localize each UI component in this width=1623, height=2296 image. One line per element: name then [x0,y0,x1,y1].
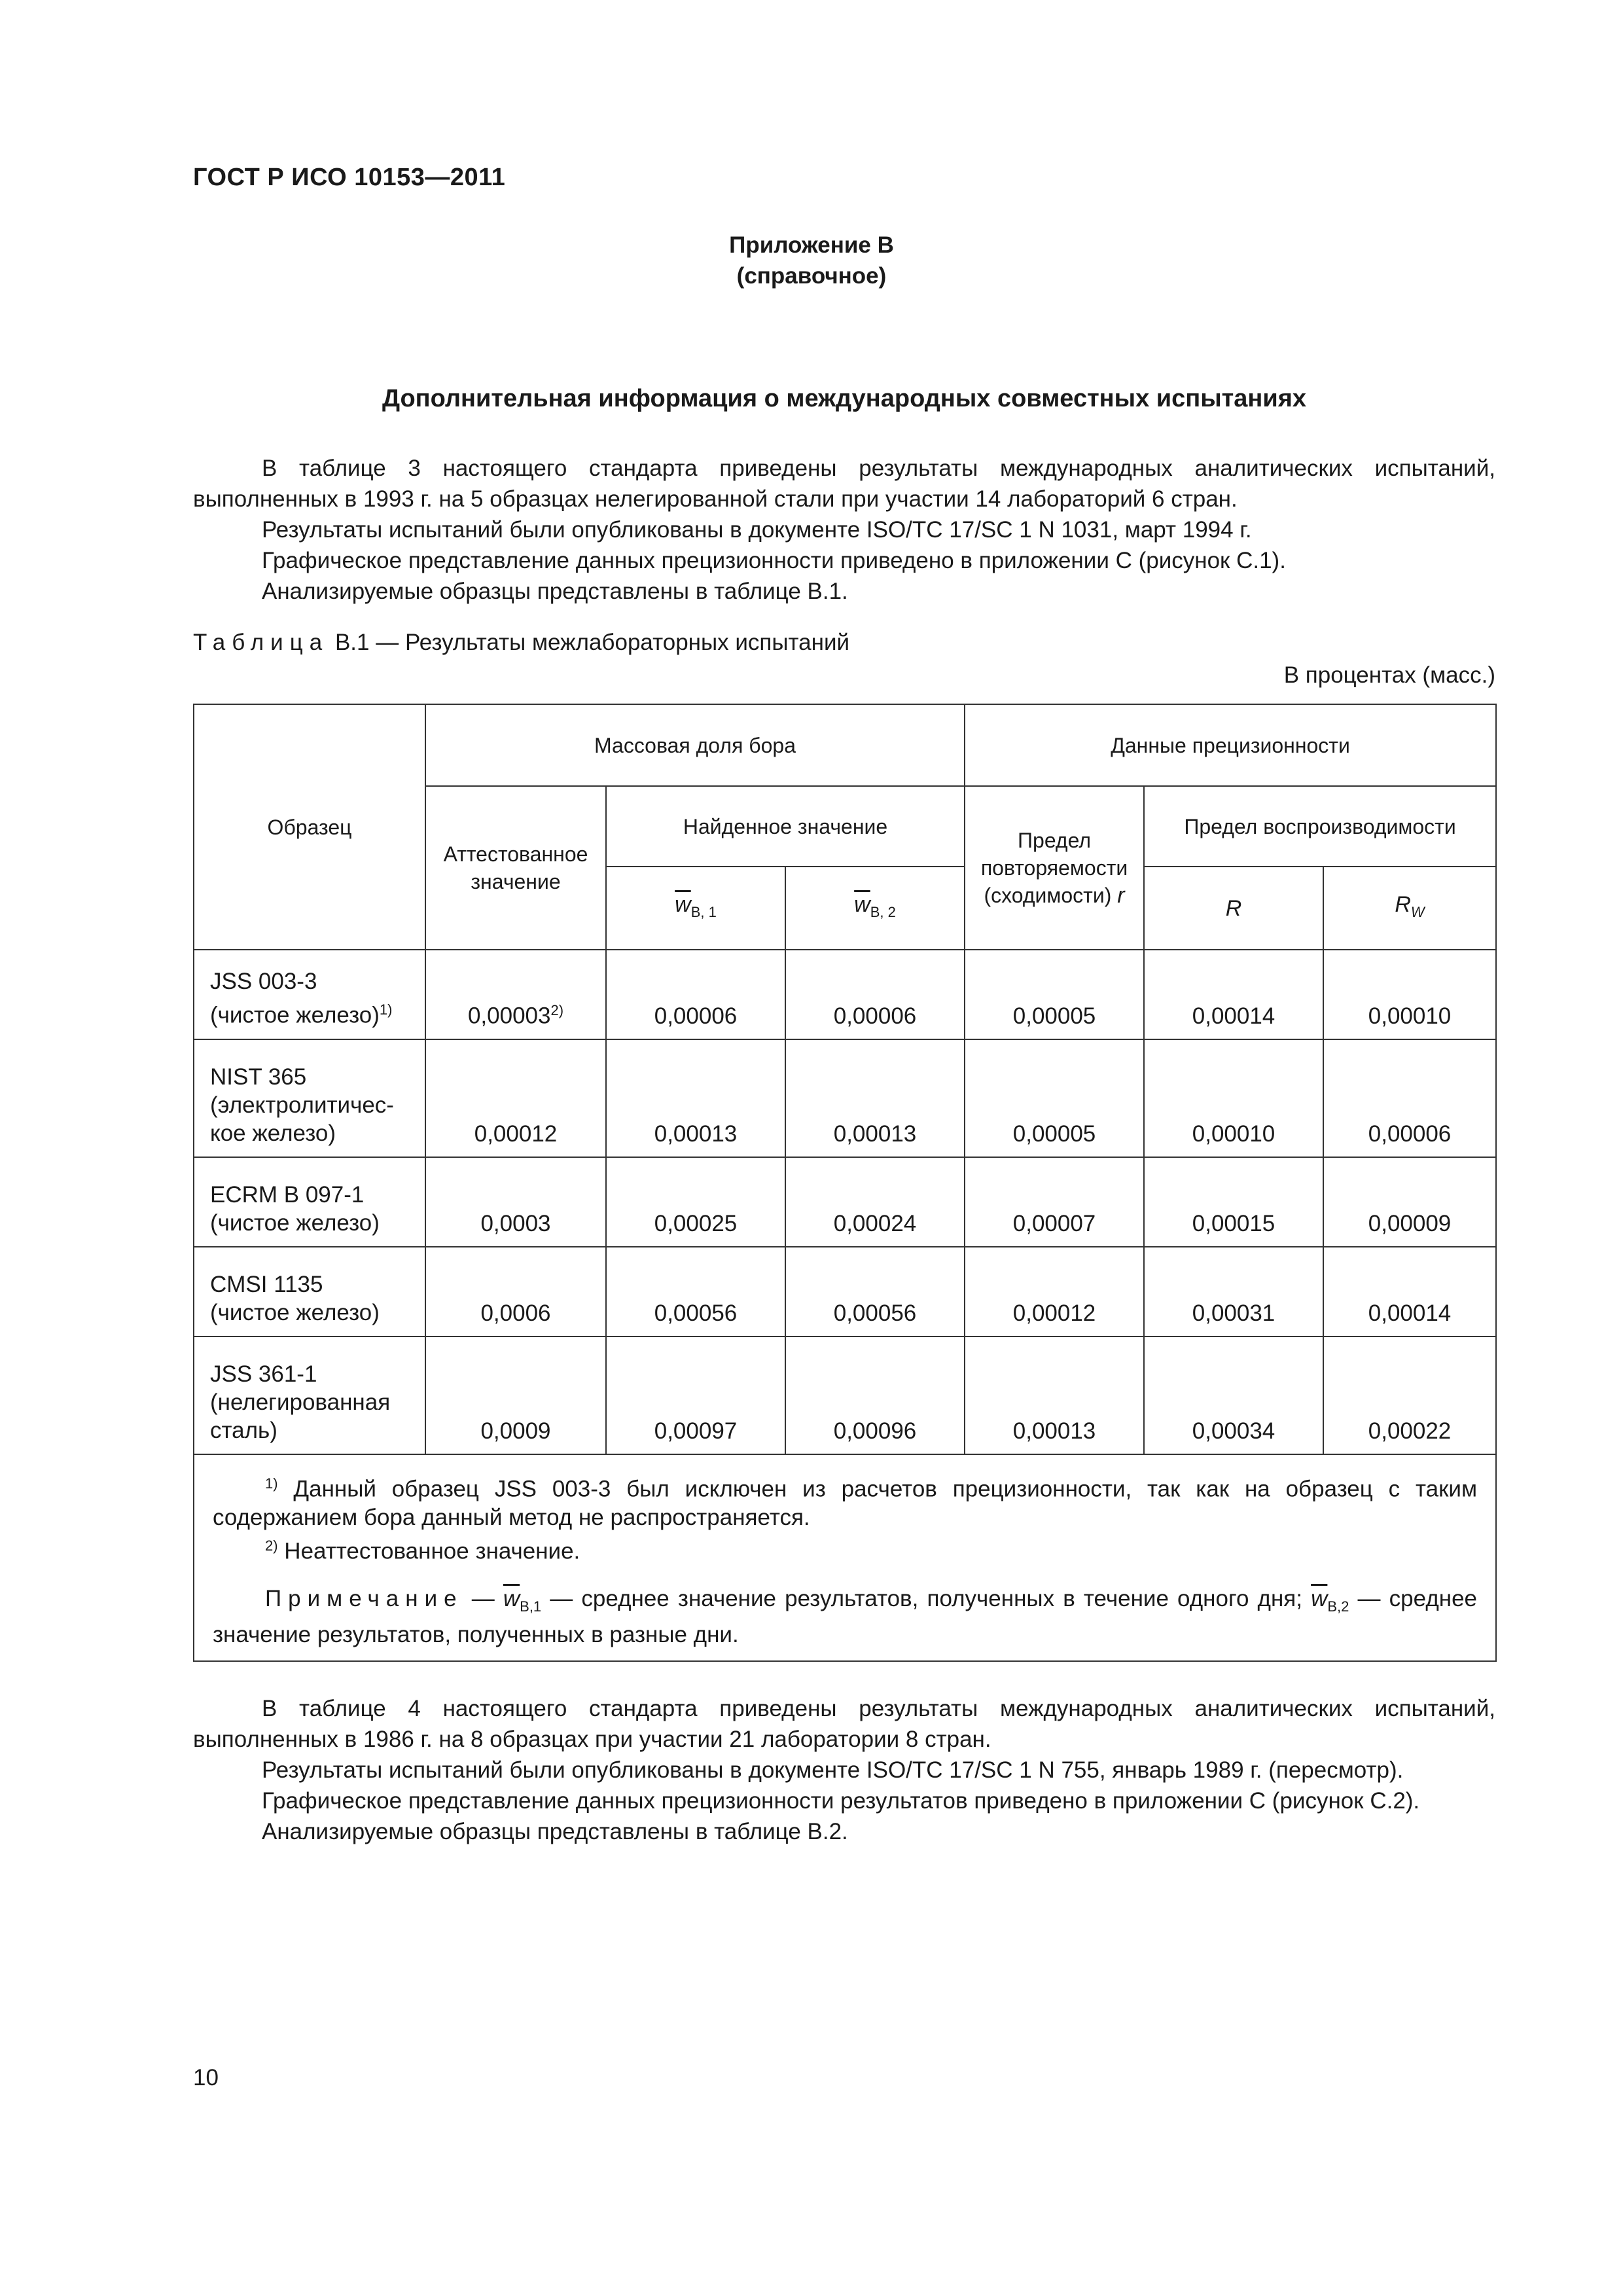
wb1-cell: 0,00006 [606,950,785,1039]
sample-cell [194,1336,425,1454]
reproducibility-Rw-cell: 0,00010 [1323,950,1496,1039]
table-row [194,950,1496,1039]
wb1-cell: 0,00013 [606,1039,785,1157]
footnote-ref: 1) [379,1001,393,1018]
outro-paragraph: Результаты испытаний были опубликованы в документе ISO/TC 17/SC 1 N 755, январь 1989 г. (пересмотр). [262,1757,1404,1783]
symbol-R: R [1225,895,1242,921]
document-code: ГОСТ Р ИСО 10153—2011 [193,164,506,191]
certified-cell: 0,0003 [425,1157,606,1247]
symbol-w-bar: $\overline{w}$ [854,891,870,917]
symbol-r: r [1117,883,1125,908]
section-title: Дополнительная информация о международных совместных испытаниях [382,385,1307,412]
reproducibility-R-cell: 0,00014 [1144,950,1323,1039]
header-R [1144,867,1323,950]
reproducibility-R-cell: 0,00031 [1144,1247,1323,1336]
reproducibility-R-cell: 0,00010 [1144,1039,1323,1157]
intro-paragraph: Графическое представление данных прецизионности приведено в приложении С (рисунок С.1). [262,548,1286,573]
symbol-sub: В, 2 [870,903,896,920]
outro-paragraph: Анализируемые образцы представлены в таблице В.2. [262,1819,848,1844]
table-row [194,1336,1496,1454]
footnote-2: $^{2)}$ Неаттестованное значение. [265,1537,580,1564]
header-repeatability-label: Предел повторяемости (сходимости) [980,829,1128,907]
certified-cell: 0,0009 [425,1336,606,1454]
appendix-title: Приложение В [729,232,894,258]
repeatability-cell: 0,00007 [965,1157,1144,1247]
table-note: Примечание — $\overline{w}_{В,1}$ — среднее значение результатов, полученных в течение одного дня; $\overline{w}_{В,2}$ — среднее значение результатов, полученных в разные дни. [213,1586,1478,1648]
reproducibility-R-cell: 0,00034 [1144,1336,1323,1454]
outro-paragraph: Графическое представление данных прецизионности результатов приведено в приложении С (рисунок С.2). [262,1788,1420,1814]
wb2-cell: 0,00013 [785,1039,965,1157]
certified-cell: 0,00012 [425,1039,606,1157]
sample-line: ECRM B 097-1 [210,1182,365,1208]
reproducibility-Rw-cell: 0,00006 [1323,1039,1496,1157]
sample-line: CMSI 1135 [210,1272,323,1297]
header-reproducibility: Предел воспроизводимости [1144,786,1496,867]
outro-paragraph: В таблице 4 настоящего стандарта приведены результаты международных аналитических испытаний, выполненных в 1986 г. на 8 образцах при участии 21 лаборатории 8 стран. [193,1696,1495,1752]
repeatability-cell: 0,00013 [965,1336,1144,1454]
header-found: Найденное значение [606,786,965,867]
table-caption-prefix: Таблица [193,630,329,655]
footnote-ref: 2) [550,1002,564,1019]
repeatability-cell: 0,00005 [965,950,1144,1039]
repeatability-cell: 0,00005 [965,1039,1144,1157]
sample-line: (электролитичес- [210,1092,394,1118]
sample-line: NIST 365 [210,1064,307,1090]
appendix-subtitle: (справочное) [736,263,887,289]
sample-line: (чистое железо) [210,1300,380,1325]
intro-paragraph: В таблице 3 настоящего стандарта приведены результаты международных аналитических испытаний, выполненных в 1993 г. на 5 образцах нелегированной стали при участии 14 лабораторий 6 стран. [193,456,1495,512]
symbol-w-bar: $\overline{w}$ [675,891,691,917]
reproducibility-Rw-cell: 0,00009 [1323,1157,1496,1247]
outro-text [193,1693,1495,1847]
wb1-cell: 0,00056 [606,1247,785,1336]
table-footnotes-row [194,1454,1496,1661]
table-row [194,1039,1496,1157]
wb1-cell: 0,00025 [606,1157,785,1247]
wb1-cell: 0,00097 [606,1336,785,1454]
header-wb1 [606,867,785,950]
header-certified: Аттестованное значение [425,786,606,950]
intro-paragraph: Результаты испытаний были опубликованы в документе ISO/TC 17/SC 1 N 1031, март 1994 г. [262,517,1252,543]
table-footnotes [194,1454,1496,1661]
certified-cell: 0,0006 [425,1247,606,1336]
table-row [194,1157,1496,1247]
sample-line: JSS 361-1 [210,1361,317,1387]
reproducibility-R-cell: 0,00015 [1144,1157,1323,1247]
wb2-cell: 0,00006 [785,950,965,1039]
certified-cell: 0,00003$^{2)}$ [425,950,606,1039]
header-mass-fraction: Массовая доля бора [425,704,965,786]
note-label: Примечание [265,1586,463,1612]
intro-paragraph: Анализируемые образцы представлены в таблице В.1. [262,579,848,604]
sample-line: (нелегированная [210,1390,391,1415]
repeatability-cell: 0,00012 [965,1247,1144,1336]
reproducibility-Rw-cell: 0,00022 [1323,1336,1496,1454]
footnote-1: $^{1)}$ Данный образец JSS 003-3 был исключен из расчетов прецизионности, так как на образец с таким содержанием бора данный метод не распространяется. [213,1475,1478,1530]
sample-line: сталь) [210,1418,277,1443]
sample-cell [194,950,425,1039]
header-wb2 [785,867,965,950]
symbol-R: R [1395,891,1411,917]
reproducibility-Rw-cell: 0,00014 [1323,1247,1496,1336]
wb2-cell: 0,00024 [785,1157,965,1247]
header-sample: Образец [194,704,425,950]
sample-line: (чистое железо) [210,1003,380,1028]
header-repeatability [965,786,1144,950]
sample-line: кое железо) [210,1121,336,1146]
sample-cell [194,1039,425,1157]
page-number: 10 [193,2065,219,2090]
sample-line: JSS 003-3 [210,969,317,995]
header-Rw [1323,867,1496,950]
sample-cell [194,1157,425,1247]
table-row [194,1247,1496,1336]
wb2-cell: 0,00096 [785,1336,965,1454]
sample-line: (чистое железо) [210,1210,380,1236]
intro-text [193,453,1495,607]
table-units: В процентах (масс.) [1283,662,1495,688]
symbol-sub: W [1410,903,1425,920]
sample-cell [194,1247,425,1336]
results-table [193,704,1497,1662]
table-caption [193,630,849,656]
wb2-cell: 0,00056 [785,1247,965,1336]
header-precision: Данные прецизионности [965,704,1496,786]
symbol-sub: В, 1 [690,903,717,920]
table-caption-text: В.1 — Результаты межлабораторных испытаний [329,630,850,655]
